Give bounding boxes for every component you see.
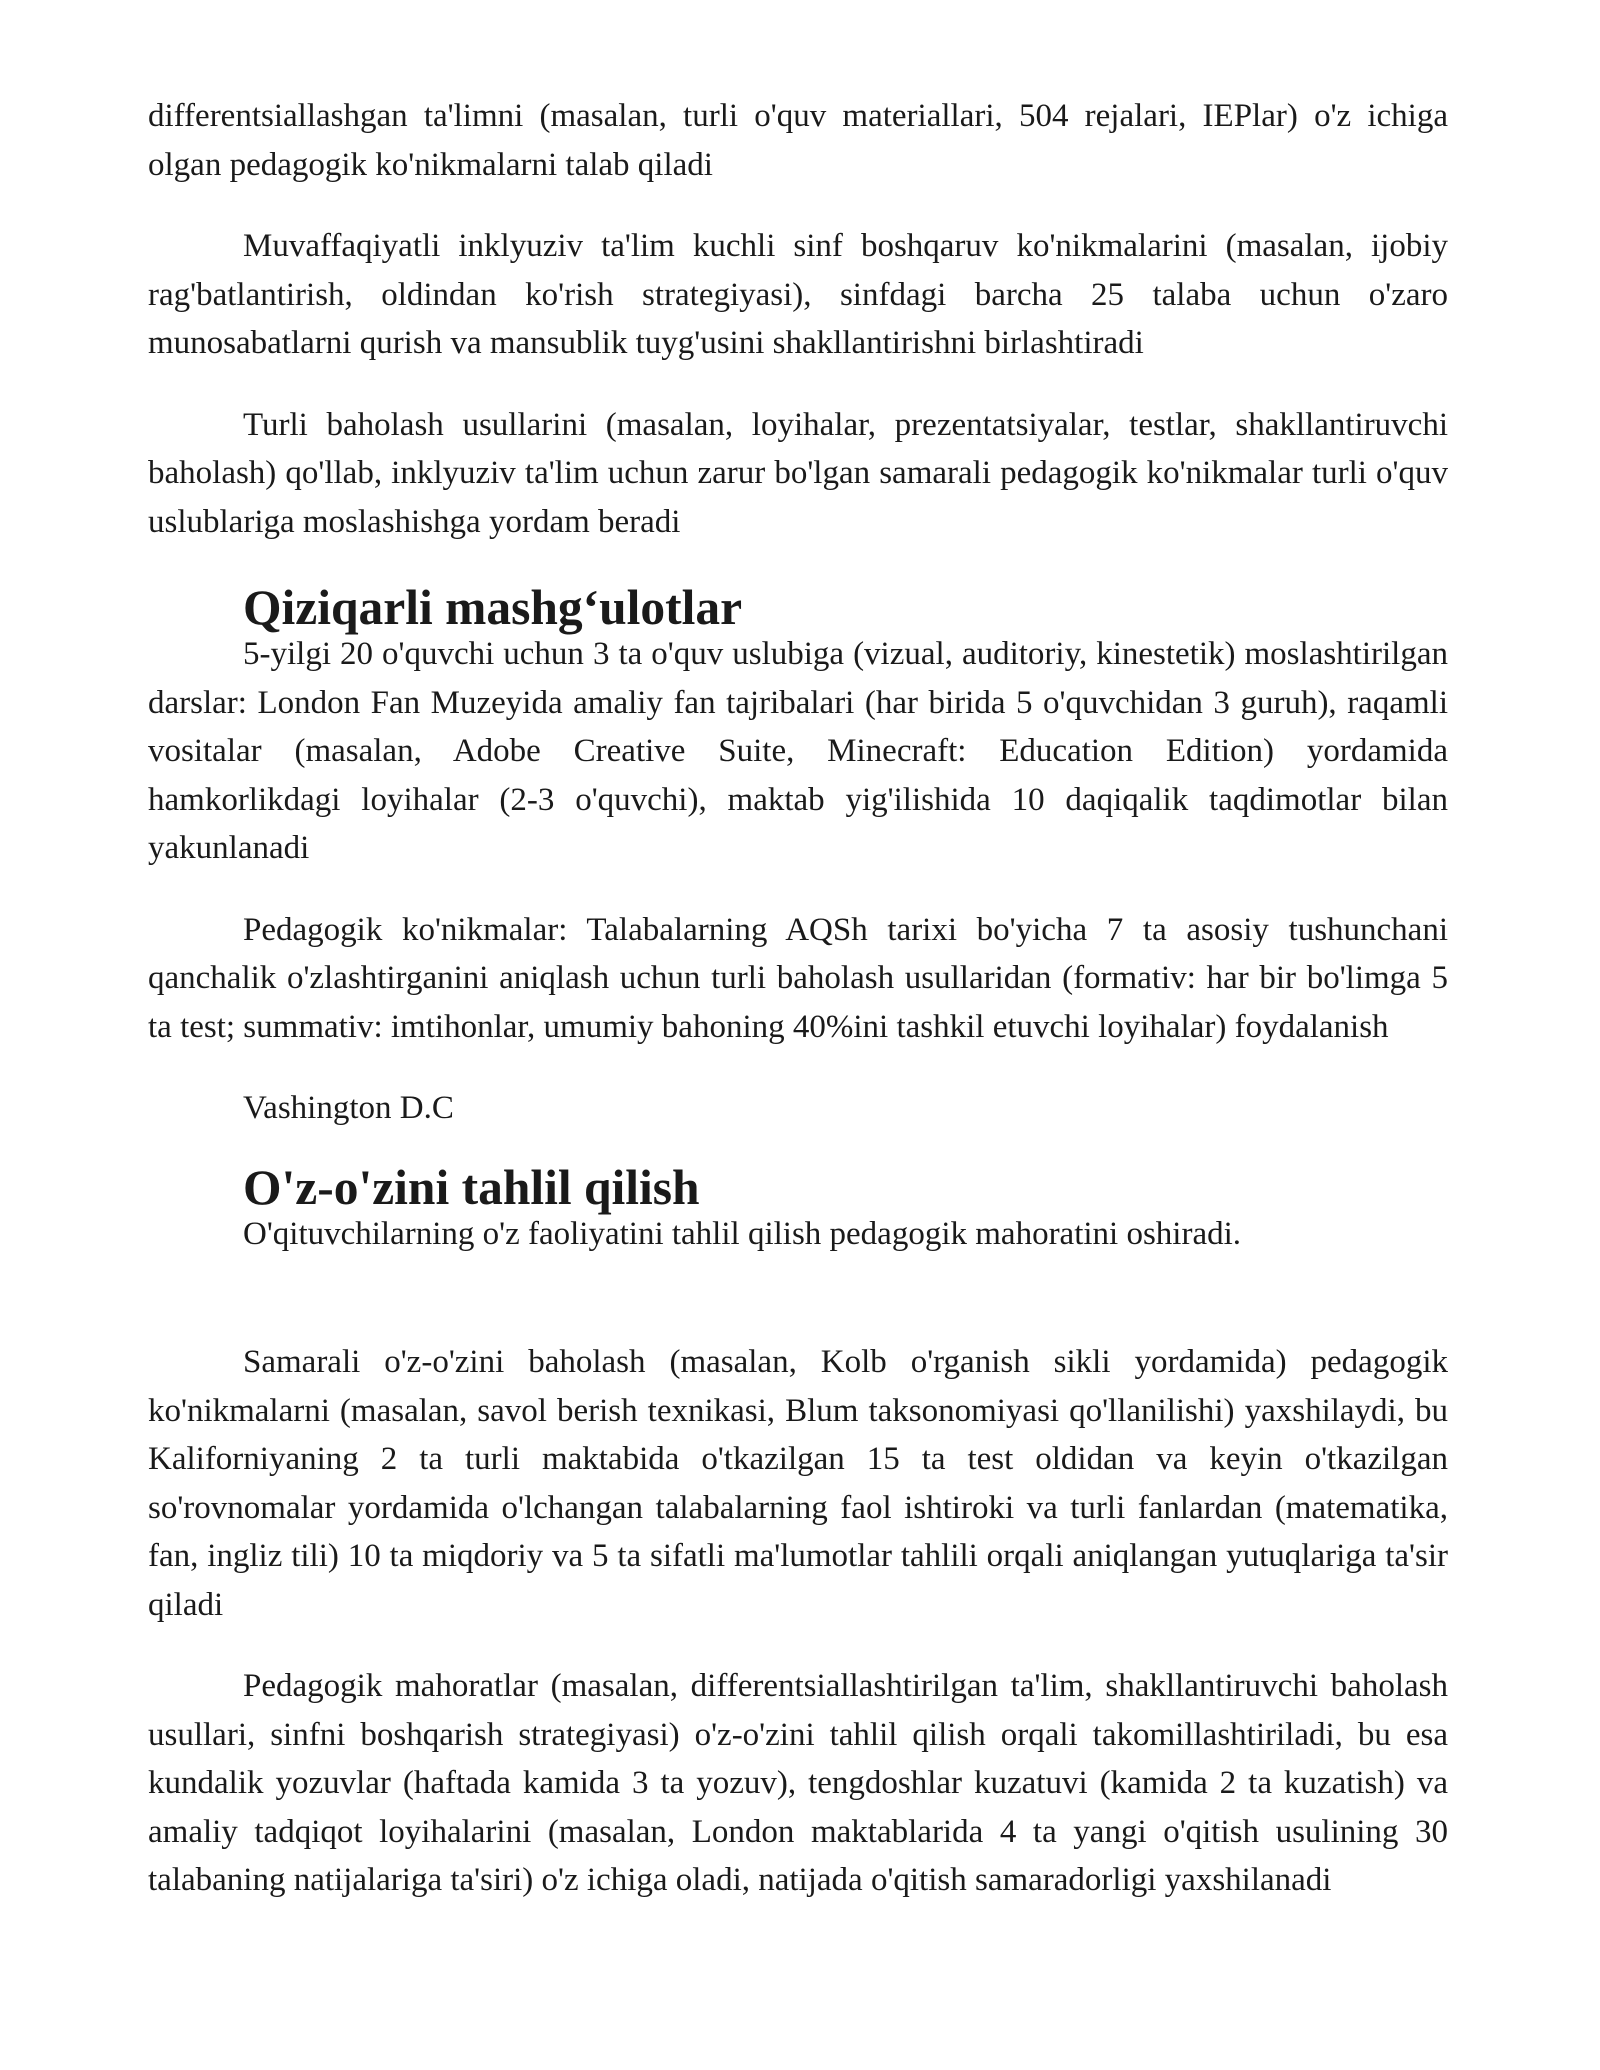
paragraph-assessment-methods: Turli baholash usullarini (masalan, loyihalar, prezentatsiyalar, testlar, shakllantiruvchi baholash) qo'llab, inklyuziv ta'lim uchun zarur bo'lgan samarali pedagogik ko'nikmalar turli o'quv uslublariga moslashishga yordam beradi xyxy=(148,406,1448,540)
heading-engaging-activities: Qiziqarli mashg‘ulotlar xyxy=(243,580,743,635)
paragraph-reflection-kolb: Samarali o'z-o'zini baholash (masalan, Kolb o'rganish sikli yordamida) pedagogik ko'nikmalarni (masalan, savol berish texnikasi, Blum taksonomiyasi qo'llanilishi) yaxshilaydi, bu Kaliforniyaning 2 ta turli maktabida o'tkazilgan 15 ta test oldidan va keyin o'tkazilgan so'rovnomalar yordamida o'lchangan talabalarning faol ishtiroki va turli fanlardan (matematika, fan, ingliz tili) 10 ta miqdoriy va 5 ta sifatli ma'lumotlar tahlili orqali aniqlangan yutuqlariga ta'sir qiladi xyxy=(148,1344,1448,1623)
location-line: Vashington D.C xyxy=(243,1090,454,1126)
paragraph-reflection-skills: Pedagogik mahoratlar (masalan, differentsiallashtirilgan ta'lim, shakllantiruvchi baholash usullari, sinfni boshqarish strategiyasi) o'z-o'zini tahlil qilish orqali takomillashtiriladi, bu esa kundalik yozuvlar (haftada kamida 3 ta yozuv), tengdoshlar kuzatuvi (kamida 2 ta kuzatish) va amaliy tadqiqot loyihalarini (masalan, London maktablarida 4 ta yangi o'qitish usulining 30 talabaning natijalariga ta'siri) o'z ichiga oladi, natijada o'qitish samaradorligi yaxshilanadi xyxy=(148,1668,1448,1898)
paragraph-activities: 5-yilgi 20 o'quvchi uchun 3 ta o'quv uslubiga (vizual, auditoriy, kinestetik) moslashtirilgan darslar: London Fan Muzeyida amaliy fan tajribalari (har birida 5 o'quvchidan 3 guruh), raqamli vositalar (masalan, Adobe Creative Suite, Minecraft: Education Edition) yordamida hamkorlikdagi loyihalar (2-3 o'quvchi), maktab yig'ilishida 10 daqiqalik taqdimotlar bilan yakunlanadi xyxy=(148,636,1448,866)
paragraph-reflection-intro: O'qituvchilarning o'z faoliyatini tahlil qilish pedagogik mahoratini oshiradi. xyxy=(243,1215,1242,1252)
paragraph-pedagogical-skills: Pedagogik ko'nikmalar: Talabalarning AQSh tarixi bo'yicha 7 ta asosiy tushunchani qanchalik o'zlashtirganini aniqlash uchun turli baholash usullaridan (formativ: har bir bo'limga 5 ta test; summativ: imtihonlar, umumiy bahoning 40%ini tashkil etuvchi loyihalar) foydalanish xyxy=(148,911,1448,1045)
paragraph-inclusive-education: Muvaffaqiyatli inklyuziv ta'lim kuchli sinf boshqaruv ko'nikmalarini (masalan, ijobiy rag'batlantirish, oldindan ko'rish strategiyasi), sinfdagi barcha 25 talaba uchun o'zaro munosabatlarni qurish va mansublik tuyg'usini shakllantirishni birlashtiradi xyxy=(148,228,1448,361)
paragraph-continuation: differentsiallashgan ta'limni (masalan, turli o'quv materiallari, 504 rejalari, IEPlar) o'z ichiga olgan pedagogik ko'nikmalarni talab qiladi xyxy=(148,98,1448,183)
heading-self-reflection: O'z-o'zini tahlil qilish xyxy=(243,1159,700,1215)
document-page xyxy=(148,92,1448,1938)
